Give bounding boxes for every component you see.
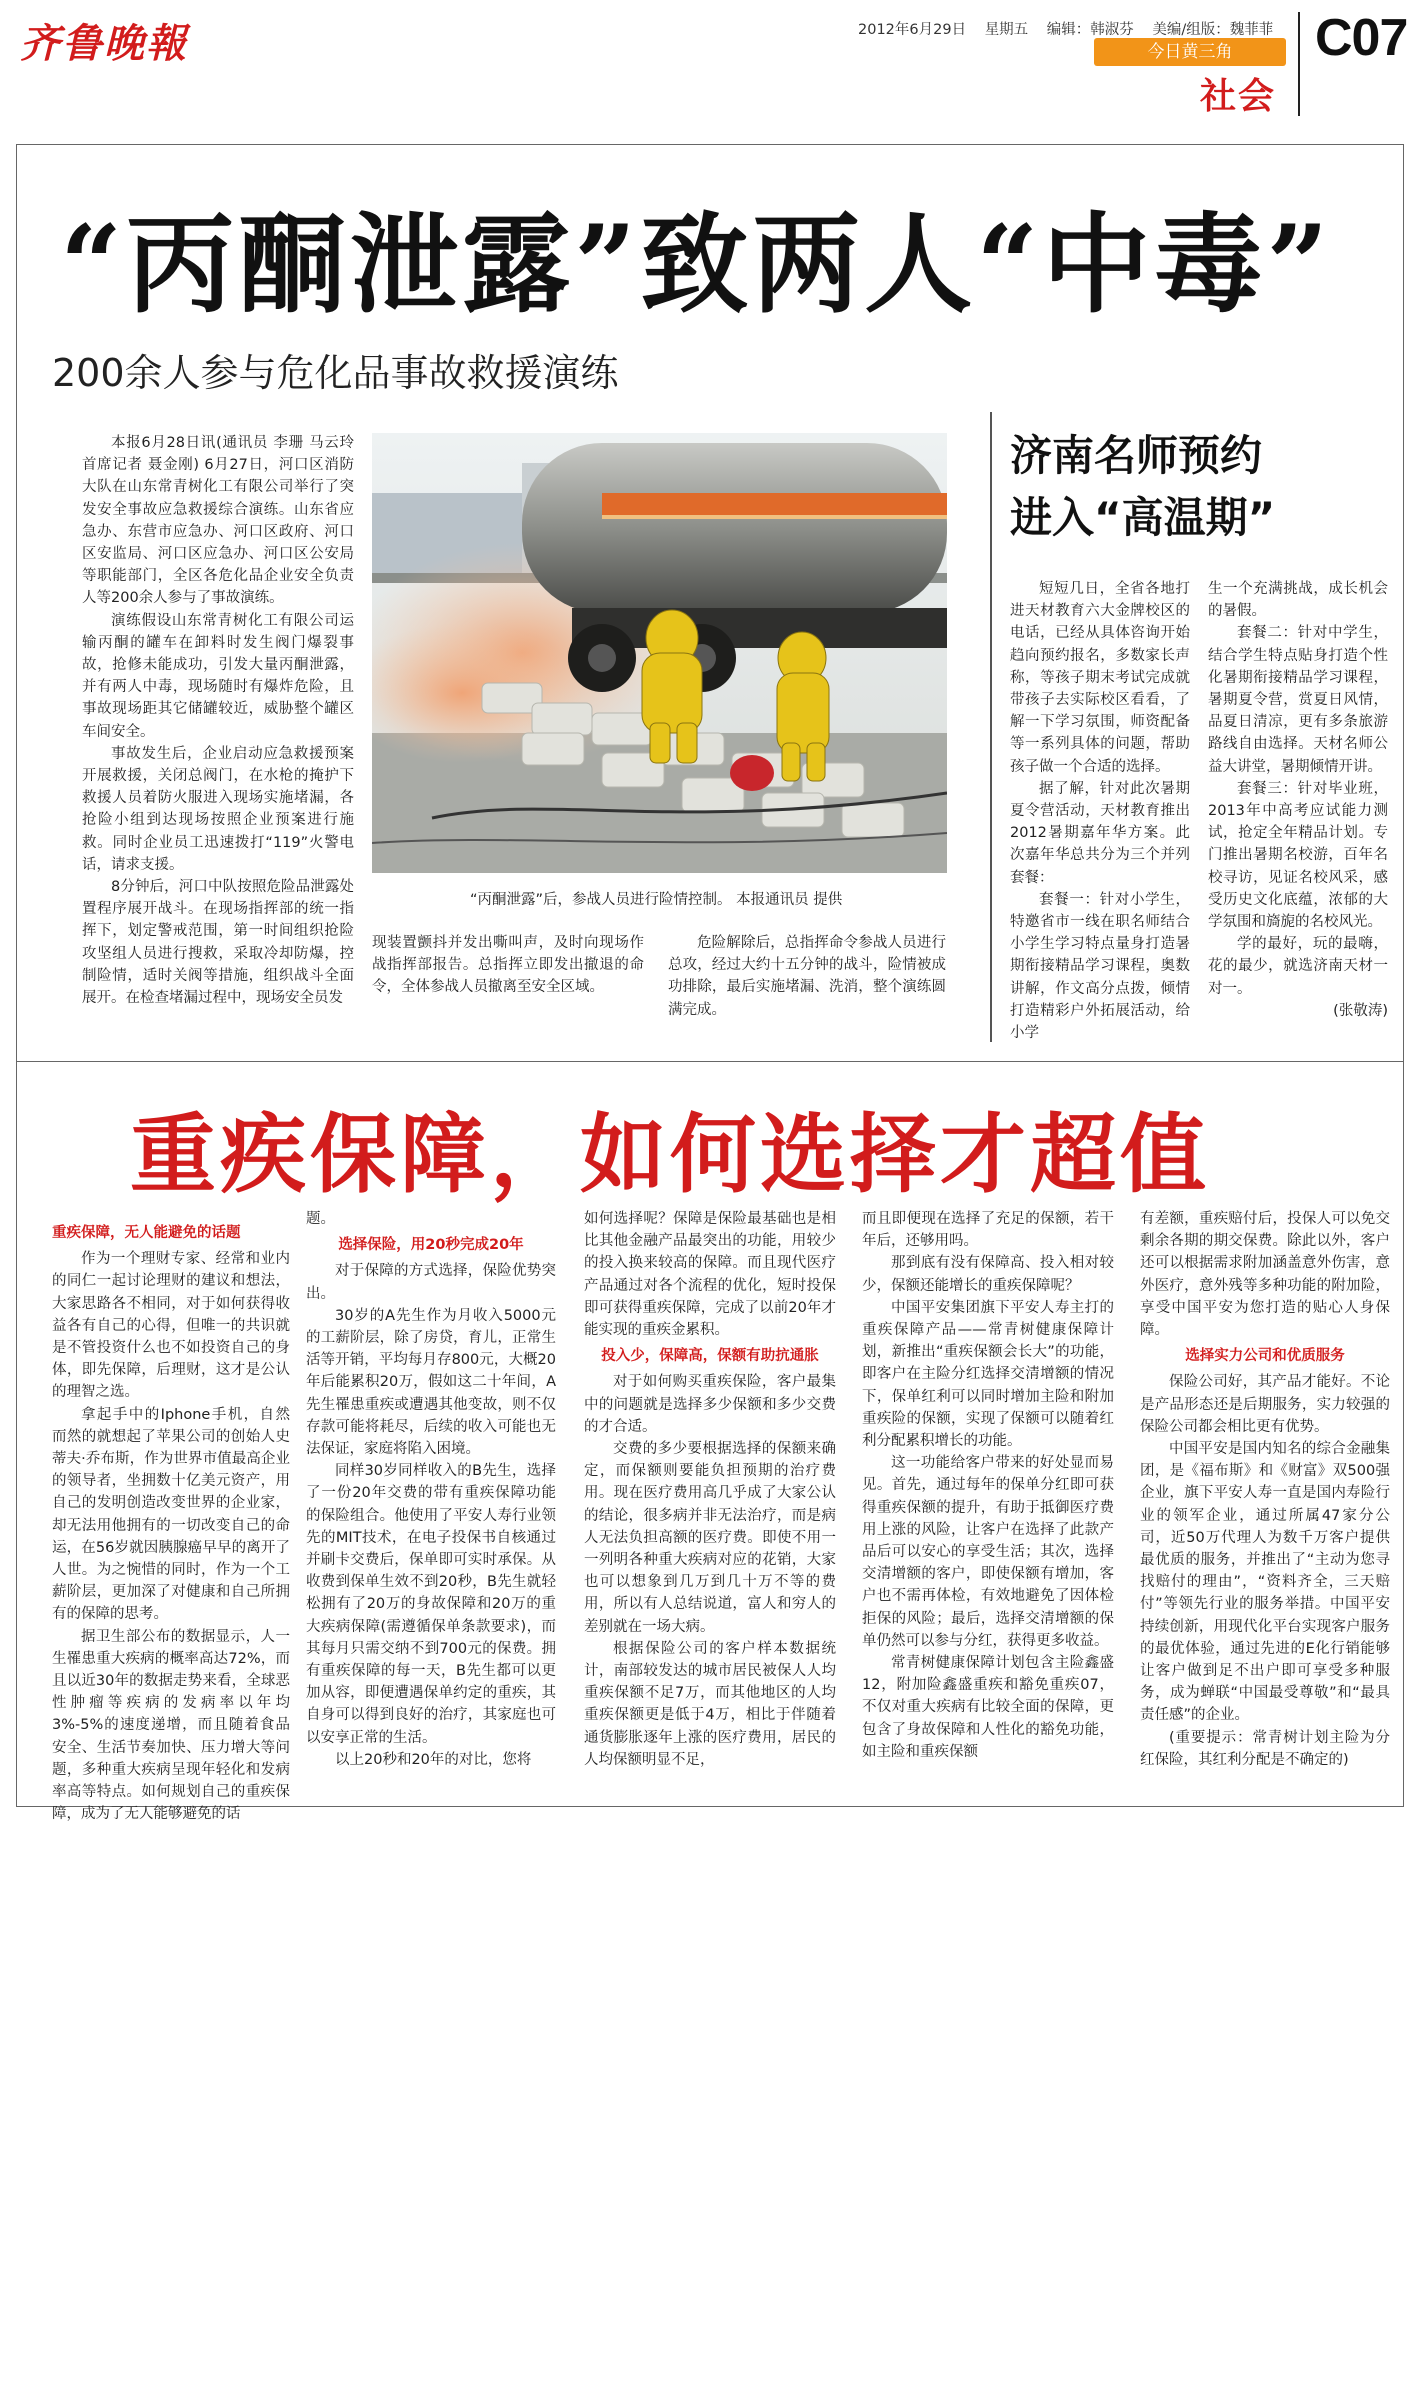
article2-headline: 重疾保障，如何选择才超值 [130,1105,1210,1205]
newspaper-masthead: 齐鲁晚報 [20,20,188,67]
article2-paragraph: (重要提示：常青树计划主险为分红保险，其红利分配是不确定的) [1140,1729,1390,1768]
article2-paragraph: 而且即便现在选择了充足的保额，若干年后，还够用吗。 [862,1211,1114,1250]
article2-paragraph: 拿起手中的Iphone手机，自然而然的就想起了苹果公司的创始人史蒂夫·乔布斯，作为世界市值最高企业的领导者，坐拥数十亿美元资产，用自己的发明创造改变世界的企业家，却无法用他拥有的一切改变自己的命运，在56岁就因胰腺癌早早的离开了人世。为之惋惜的同时，作为一个工薪阶层，更加深了对健康和自己所拥有的保障的思考。 [52,1406,290,1623]
article2-subheading: 投入少，保障高，保额有助抗通胀 [601,1348,819,1365]
article2-paragraph: 对于如何购买重疾保险，客户最集中的问题就是选择多少保额和多少交费的才合适。 [584,1374,836,1435]
article2-paragraph: 同样30岁同样收入的B先生，选择了一份20年交费的带有重疾保障功能的保险组合。他使用了平安人寿行业领先的MIT技术，在电子投保书自核通过并刷卡交费后，保单即可实时承保。从收费到保单生效不到20秒，B先生就轻松拥有了20万的身故保障和20万的重大疾病保障(需遵循保单条款要求)，而其每月只需交纳不到700元的保费。拥有重疾保障的每一天，B先生都可以更加从容，即便遭遇保单约定的重疾，其自身可以得到良好的治疗，其家庭也可以安享正常的生活。 [306,1463,556,1746]
article2-col3 [584,1208,836,1771]
sidebar-paragraph: 套餐二：针对中学生，结合学生特点贴身打造个性化暑期衔接精品学习课程，暑期夏令营，赏夏日风情，品夏日清凉，更有多条旅游路线自由选择。天材名师公益大讲堂，暑期倾情开讲。 [1208,625,1388,775]
article2-col1 [52,1218,290,1825]
photo-caption: “丙酮泄露”后，参战人员进行险情控制。 本报通讯员 提供 [470,892,843,908]
editor-credit: 编辑：韩淑芬 [1046,22,1134,38]
article2-paragraph: 那到底有没有保障高、投入相对较少，保额还能增长的重疾保障呢？ [862,1255,1114,1294]
article2-paragraph: 交费的多少要根据选择的保额来确定，而保额则要能负担预期的治疗费用。现在医疗费用高几乎成了大家公认的结论，很多病并非无法治疗，而是病人无法负担高额的医疗费。即使不用一一列明各种重大疾病对应的花销，大家也可以想象到几万到几十万不等的费用，所以有人总结说道，富人和穷人的差别就在一场大病。 [584,1441,836,1635]
article2-col5 [1140,1208,1390,1771]
sidebar-title-line2: 进入“高温期” [1010,493,1276,542]
sidebar-paragraph: 学的最好，玩的最嗨，花的最少，就选济南天材一对一。 [1208,936,1388,997]
article2-subheading: 选择保险，用20秒完成20年 [338,1237,524,1254]
article2-subheading: 重疾保障，无人能避免的话题 [52,1225,241,1241]
article1-paragraph: 事故发生后，企业启动应急救援预案开展救援，关闭总阀门，在水枪的掩护下救援人员着防火服进入现场实施堵漏，各抢险小组到达现场按照企业预案进行施救。同时企业员工迅速拨打“119”火警电话，请求支援。 [82,745,354,873]
page-number: C07 [1315,9,1408,67]
article1-paragraph: 演练假设山东常青树化工有限公司运输丙酮的罐车在卸料时发生阀门爆裂事故，抢修未能成功，引发大量丙酮泄露，并有两人中毒，现场随时有爆炸危险，且事故现场距其它储罐较近，威胁整个罐区车间安全。 [82,612,354,740]
article2-paragraph: 如何选择呢？保障是保险最基础也是相比其他金融产品最突出的功能，用较少的投入换来较高的保障。而且现代医疗产品通过对各个流程的优化，短时投保即可获得重疾保障，完成了以前20年才能实现的重疾金累积。 [584,1211,836,1339]
article1-paragraph: 本报6月28日讯(通讯员 李珊 马云玲 首席记者 聂金刚) 6月27日，河口区消防大队在山东常青树化工有限公司举行了突发安全事故应急救援综合演练。山东省应急办、东营市应急办、河口区政府、河口区安监局、河口区应急办、河口区公安局等职能部门，全区各危化品企业安全负责人等200余人参与了事故演练。 [82,435,354,607]
section-label: 社会 [1200,76,1277,117]
dateline [858,18,1287,39]
designer-credit: 美编/组版：魏菲菲 [1152,22,1274,38]
sidebar-title [1010,425,1275,549]
article1-paragraph: 8分钟后，河口中队按照危险品泄露处置程序展开战斗。在现场指挥部的统一指挥下，划定警戒范围，第一时间组织抢险攻坚组人员进行搜救，采取冷却防爆，控制险情，适时关阀等措施，组织战斗全面展开。在检查堵漏过程中，现场安全员发 [82,879,354,1007]
issue-date: 2012年6月29日 [858,22,967,38]
sidebar-col2 [1208,578,1388,1022]
article2-paragraph: 中国平安是国内知名的综合金融集团，是《福布斯》和《财富》双500强企业，旗下平安人寿一直是国内寿险行业的领军企业，通过所属47家分公司，近50万代理人为数千万客户提供最优质的服务，并推出了“主动为您寻找赔付的理由”，“资料齐全，三天赔付”等领先行业的服务举措。中国平安持续创新，用现代化平台实现客户服务的最优体验，通过先进的E化行销能够让客户做到足不出户即可享受多种服务，成为蝉联“中国最受尊敬”和“最具责任感”的企业。 [1140,1441,1390,1724]
article1-paragraph: 现装置颤抖并发出嘶叫声，及时向现场作战指挥部报告。总指挥立即发出撤退的命令，全体参战人员撤离至安全区域。 [372,935,644,996]
article2-paragraph: 据卫生部公布的数据显示，人一生罹患重大疾病的概率高达72%，而且以近30年的数据走势来看，全球恶性肿瘤等疾病的发病率以年均3%-5%的速度递增，而且随着食品安全、生活节奏加快、压力增大等问题，多种重大疾病呈现年轻化和发病率高等特点。如何规划自己的重疾保障，成为了无人能够避免的话 [52,1628,290,1823]
header-divider [1298,12,1300,116]
sidebar-divider [990,412,992,1042]
sidebar-paragraph: 短短几日，全省各地打进天材教育六大金牌校区的电话，已经从具体咨询开始趋向预约报名，多数家长声称，等孩子期末考试完成就带孩子去实际校区看看，了解一下学习氛围，师资配备等一系列具体的问题，帮助孩子做一个合适的选择。 [1010,581,1190,775]
article1-col1 [82,432,354,1009]
sidebar-title-line1: 济南名师预约 [1010,431,1263,480]
region-tag: 今日黄三角 [1094,38,1286,66]
article2-paragraph: 以上20秒和20年的对比，您将 [335,1751,532,1768]
article2-col2 [306,1208,556,1771]
article2-paragraph: 中国平安集团旗下平安人寿主打的重疾保障产品——常青树健康保障计划，新推出“重疾保额会长大”的功能，即客户在主险分红选择交清增额的情况下，保单红利可以同时增加主险和附加重疾险的保额，实现了保额可以随着红利分配累积增长的功能。 [862,1299,1114,1450]
article2-paragraph: 对于保障的方式选择，保险优势突出。 [306,1263,556,1302]
article2-paragraph: 30岁的A先生作为月收入5000元的工薪阶层，除了房贷，育儿，正常生活等开销，平均每月存800元，大概20年后能累积20万，假如这二十年间，A先生罹患重疾或遭遇其他变故，则不仅存款可能将耗尽，后续的收入可能也无法保证，家庭将陷入困境。 [306,1307,556,1458]
article1-col2 [372,932,644,999]
article2-paragraph: 常青树健康保障计划包含主险鑫盛12，附加险鑫盛重疾和豁免重疾07，不仅对重大疾病有比较全面的保障，更包含了身故保障和人性化的豁免功能，如主险和重疾保额 [862,1655,1114,1760]
article2-paragraph: 根据保险公司的客户样本数据统计，南部较发达的城市居民被保人人均重疾保额不足7万，而其他地区的人均重疾保额更是低于4万，相比于伴随着通货膨胀逐年上涨的医疗费用，居民的人均保额明显不足， [584,1640,836,1768]
sidebar-byline: (张敬涛) [1333,1002,1388,1019]
article2-paragraph: 题。 [306,1211,335,1227]
issue-weekday: 星期五 [984,22,1029,38]
article2-col4 [862,1208,1114,1763]
sidebar-paragraph: 套餐三：针对毕业班，2013年中高考应试能力测试，抢定全年精品计划。专门推出暑期名校游，百年名校寻访，见证名校风采，感受历史文化底蕴，浓郁的大学氛围和旖旎的名校风光。 [1208,780,1388,931]
article1-subheadline: 200余人参与危化品事故救援演练 [52,351,619,395]
article1-headline: “丙酮泄露”致两人“中毒” [60,202,1333,328]
sidebar-paragraph: 据了解，针对此次暑期夏令营活动，天材教育推出2012暑期嘉年华方案。此次嘉年华总共分为三个并列套餐： [1010,780,1190,886]
article2-paragraph: 有差额，重疾赔付后，投保人可以免交剩余各期的期交保费。除此以外，客户还可以根据需求附加涵盖意外伤害，意外医疗，意外残等多种功能的附加险，享受中国平安为您打造的贴心人身保障。 [1140,1211,1390,1339]
article1-col3 [668,932,946,1021]
sidebar-paragraph: 套餐一：针对小学生，特邀省市一线在职名师结合小学生学习特点量身打造暑期衔接精品学习课程，奥数讲解，作文高分点拨，倾情打造精彩户外拓展活动，给小学 [1010,891,1190,1042]
article2-paragraph: 这一功能给客户带来的好处显而易见。首先，通过每年的保单分红即可获得重疾保额的提升，有助于抵御医疗费用上涨的风险，让客户在选择了此款产品后可以安心的享受生活；其次，选择交清增额的客户，即使保额有增加，客户也不需再体检，有效地避免了因体检拒保的风险；最后，选择交清增额的保单仍然可以参与分红，获得更多收益。 [862,1455,1114,1649]
article2-subheading: 选择实力公司和优质服务 [1185,1348,1345,1365]
sidebar-paragraph: 生一个充满挑战，成长机会的暑假。 [1208,581,1388,620]
sidebar-col1 [1010,578,1190,1044]
tanker-drill-photo [372,433,947,873]
article2-paragraph: 作为一个理财专家、经常和业内的同仁一起讨论理财的建议和想法，大家思路各不相同，对于如何获得收益各有自己的心得，但唯一的共识就是不管投资什么也不如投资自己的身体，即先保障，后理财，这才是公认的理智之选。 [52,1251,290,1401]
photo-illustration [372,433,947,873]
article1-paragraph: 危险解除后，总指挥命令参战人员进行总攻，经过大约十五分钟的战斗，险情被成功排除，最后实施堵漏、洗消，整个演练圆满完成。 [668,935,946,1018]
article2-paragraph: 保险公司好，其产品才能好。不论是产品形态还是后期服务，实力较强的保险公司都会相比更有优势。 [1140,1374,1390,1435]
